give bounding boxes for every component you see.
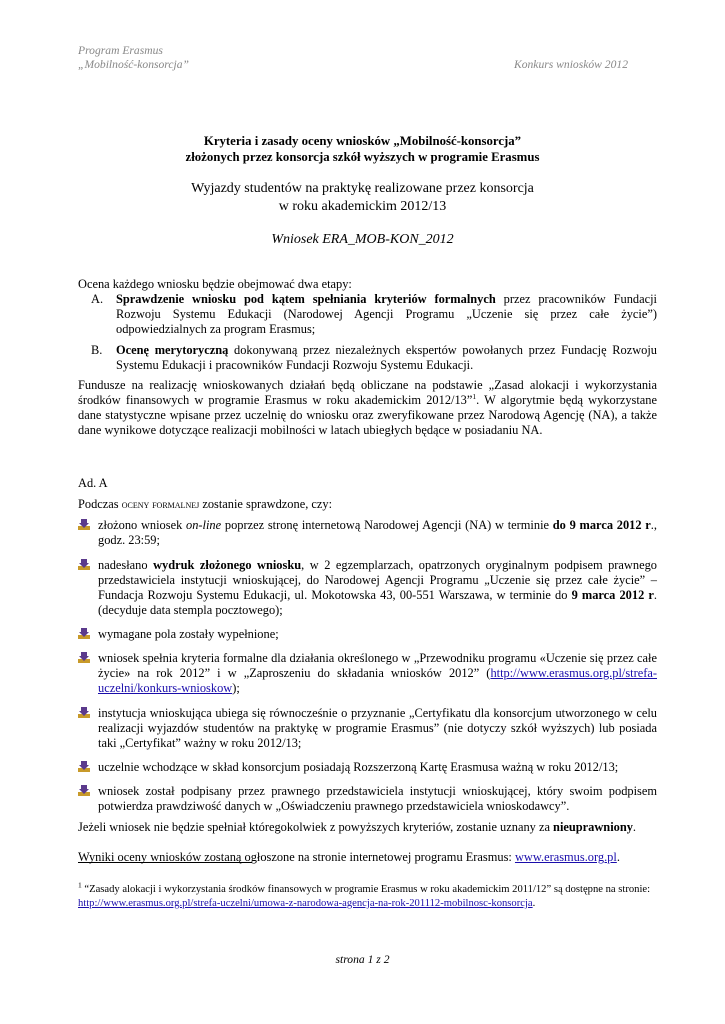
stage-bold: Ocenę merytoryczną (116, 342, 229, 357)
criteria-list (78, 518, 657, 814)
arrow-bullet-icon (78, 519, 90, 531)
arrow-bullet-icon (78, 628, 90, 640)
document-body (78, 277, 657, 866)
footnote: $^1$ “Zasady alokacji i wykorzystania środków finansowych w programie Erasmus w roku akademickim 2011/12” są dostępne na stronie: http://www.erasmus.org.pl/strefa-uczelni/umowa-z-narodowa-agencja-na-rok-201112-mobilnosc-konsorcja. (78, 880, 651, 909)
intro-text: Ocena każdego wniosku będzie obejmować dwa etapy: (78, 277, 352, 291)
application-code: Wniosek ERA_MOB-KON_2012 (271, 231, 454, 247)
arrow-bullet-icon (78, 761, 90, 773)
arrow-bullet-icon (78, 652, 90, 664)
footnote-ref[interactable]: 1 (472, 391, 477, 401)
section-a-heading: Ad. A (78, 476, 108, 491)
title-line-3: Wyjazdy studentów na praktykę realizowane przez konsorcja (191, 180, 534, 196)
results-paragraph: Wyniki oceny wniosków zostaną ogłoszone na stronie internetowej programu Erasmus: www.erasmus.org.pl. (78, 850, 620, 865)
arrow-bullet-icon (78, 559, 90, 571)
stage-item (78, 343, 657, 373)
criterion-item: wniosek został podpisany przez prawnego przedstawiciela instytucji wnioskującej, który swoim podpisem potwierdza prawdziwość danych w „Oświadczeniu prawnego przedstawiciela wnioskodawcy”. (78, 784, 657, 814)
criterion-item: instytucja wnioskująca ubiega się równocześnie o przyznanie „Certyfikatu dla konsorcjum utworzonego w celu realizacji wyjazdów studentów na praktykę w programie Erasmus” (nie dotyczy szkół wyższych) lub posiada taki „Certyfikat” ważny w roku 2012/13; (78, 706, 657, 751)
stage-bold: Sprawdzenie wniosku pod kątem spełniania kryteriów formalnych (116, 292, 496, 307)
stage-text: przez pracowników Fundacji Rozwoju Systemu Edukacji (Narodowej Agencji Programu „Uczenie się przez całe życie”) odpowiedzialnych za program Erasmus; (116, 292, 657, 337)
title-line-4: w roku akademickim 2012/13 (278, 198, 447, 214)
title-line-2: złożonych przez konsorcja szkół wyższych w programie Erasmus (185, 149, 540, 164)
footnote-number: 1 (78, 880, 82, 890)
criterion-item: nadesłano wydruk złożonego wniosku, w 2 egzemplarzach, opatrzonych oryginalnym podpisem prawnego przedstawiciela instytucji wnioskującej, do Narodowej Agencji Programu „Uczenie się przez całe życie” – Fundacja Rozwoju Systemu Edukacji, ul. Mokotowska 43, 00-551 Warszawa, w terminie do 9 marca 2012 r. (decyduje data stempla pocztowego); (78, 558, 657, 619)
stage-letter: A. (91, 292, 104, 307)
section-a-lead: Podczas oceny formalnej zostanie sprawdzone, czy: (78, 497, 333, 512)
header-subprogram: „Mobilność-konsorcja” (78, 58, 189, 72)
page-number: strona 1 z 2 (335, 953, 390, 966)
criterion-item: wniosek spełnia kryteria formalne dla działania określonego w „Przewodniku programu «Uczenie się przez całe życie» na rok 2012” i w „Zaproszeniu do składania wniosków 2012” (http://www.erasmus.org.pl/strefa-uczelni/konkurs-wnioskow); (78, 651, 657, 696)
erasmus-website-link[interactable]: www.erasmus.org.pl (514, 850, 617, 865)
footnote-link[interactable]: http://www.erasmus.org.pl/strefa-uczelni/umowa-z-narodowa-agencja-na-rok-201112-mobilnosc-konsorcja (78, 897, 533, 909)
arrow-bullet-icon (78, 785, 90, 797)
page-header (78, 44, 628, 73)
rejection-paragraph: Jeżeli wniosek nie będzie spełniał któregokolwiek z powyższych kryteriów, zostanie uznany za nieuprawniony. (78, 820, 637, 835)
stage-item (78, 292, 657, 337)
arrow-bullet-icon (78, 707, 90, 719)
footnote-separator (78, 862, 252, 863)
konkurs-wnioskow-link[interactable]: http://www.erasmus.org.pl/strefa-uczelni/konkurs-wnioskow (98, 666, 657, 696)
header-program: Program Erasmus (78, 44, 163, 57)
criterion-item: wymagane pola zostały wypełnione; (78, 627, 657, 642)
document-title (0, 134, 725, 248)
title-line-1: Kryteria i zasady oceny wniosków „Mobilność-konsorcja” (203, 134, 522, 148)
stage-text: dokonywaną przez niezależnych ekspertów powołanych przez Fundację Rozwoju Systemu Edukacji i pracowników Fundacji Rozwoju Systemu Edukacji. (116, 342, 657, 372)
stage-letter: B. (91, 342, 103, 357)
criterion-item: złożono wniosek on-line poprzez stronę internetową Narodowej Agencji (NA) w terminie do 9 marca 2012 r., godz. 23:59; (78, 518, 657, 548)
header-competition: Konkurs wniosków 2012 (513, 58, 628, 72)
criterion-item: uczelnie wchodzące w skład konsorcjum posiadają Rozszerzoną Kartę Erasmusa ważną w roku 2012/13; (78, 760, 657, 775)
stages-list (78, 292, 657, 373)
funds-paragraph: Fundusze na realizację wnioskowanych działań będą obliczane na podstawie „Zasad alokacji i wykorzystania środków finansowych w programie Erasmus w roku akademickim 2012/13”$^1$. W algorytmie będą wykorzystane dane statystyczne wpisane przez uczelnię do wniosku oraz zweryfikowane przez Narodową Agencję (NA), a także dane wynikowe dotyczące realizacji mobilności w latach ubiegłych będące w posiadaniu NA. (78, 377, 657, 438)
